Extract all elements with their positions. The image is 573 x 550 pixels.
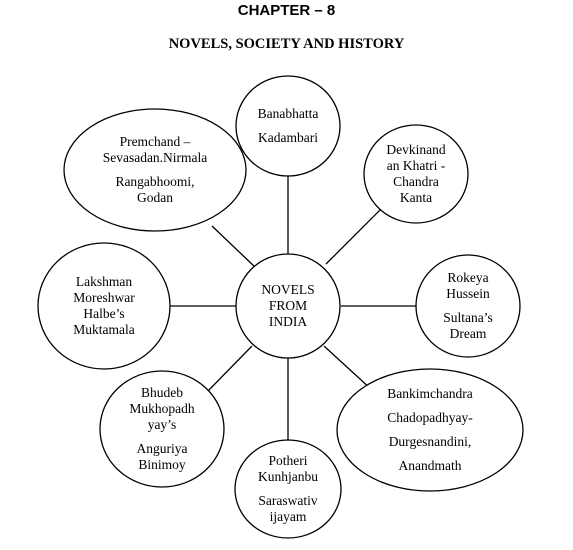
rokeya-line-3: Sultana’s [443,310,493,325]
devkinandan-line-2: an Khatri - [386,158,446,173]
rokeya-line-2: Hussein [446,286,490,301]
page-title: NOVELS, SOCIETY AND HISTORY [168,36,405,52]
potheri-line-1: Potheri [268,453,308,468]
potheri-line-3: Saraswativ [258,493,318,508]
potheri-line-2: Kunhjanbu [258,469,318,484]
devkinandan-node [364,125,468,223]
premchand-line-4: Godan [137,190,173,205]
bankim-node [337,369,523,491]
bhudeb-line-2: Mukhopadh [129,401,195,416]
bankim-line-2: Chadopadhyay- [387,410,473,425]
bhudeb-line-4: Anguriya [136,441,188,456]
devkinandan-line-4: Kanta [399,190,433,205]
center-node-line-2: FROM [268,298,308,313]
premchand-line-3: Rangabhoomi, [115,174,195,189]
banabhatta-line-1: Banabhatta [257,106,319,121]
premchand-line-2: Sevasadan.Nirmala [102,150,208,165]
banabhatta-node [236,76,340,176]
banabhatta-line-2: Kadambari [258,130,318,145]
bhudeb-node [100,371,224,487]
premchand-node [64,109,246,231]
rokeya-node [416,255,520,357]
potheri-line-4: ijayam [269,509,307,524]
bankim-line-1: Bankimchandra [387,386,473,401]
devkinandan-line-1: Devkinand [386,142,446,157]
potheri-node [235,440,341,538]
premchand-line-1: Premchand – [119,134,191,149]
rokeya-line-4: Dream [449,326,487,341]
bhudeb-line-5: Binimoy [138,457,186,472]
bhudeb-line-1: Bhudeb [141,385,183,400]
center-node-line-3: INDIA [268,314,308,329]
lakshman-line-3: Halbe’s [83,306,125,321]
center-node [236,254,340,358]
bhudeb-line-3: yay’s [147,417,177,432]
rokeya-line-1: Rokeya [447,270,489,285]
lakshman-line-4: Muktamala [73,322,135,337]
bankim-line-3: Durgesnandini, [388,434,472,449]
bankim-line-4: Anandmath [398,458,462,473]
chapter-heading: CHAPTER – 8 [237,2,336,19]
lakshman-line-1: Lakshman [75,274,133,289]
lakshman-line-2: Moreshwar [73,290,135,305]
devkinandan-line-3: Chandra [393,174,439,189]
lakshman-node [38,243,170,369]
center-node-line-1: NOVELS [261,282,315,297]
